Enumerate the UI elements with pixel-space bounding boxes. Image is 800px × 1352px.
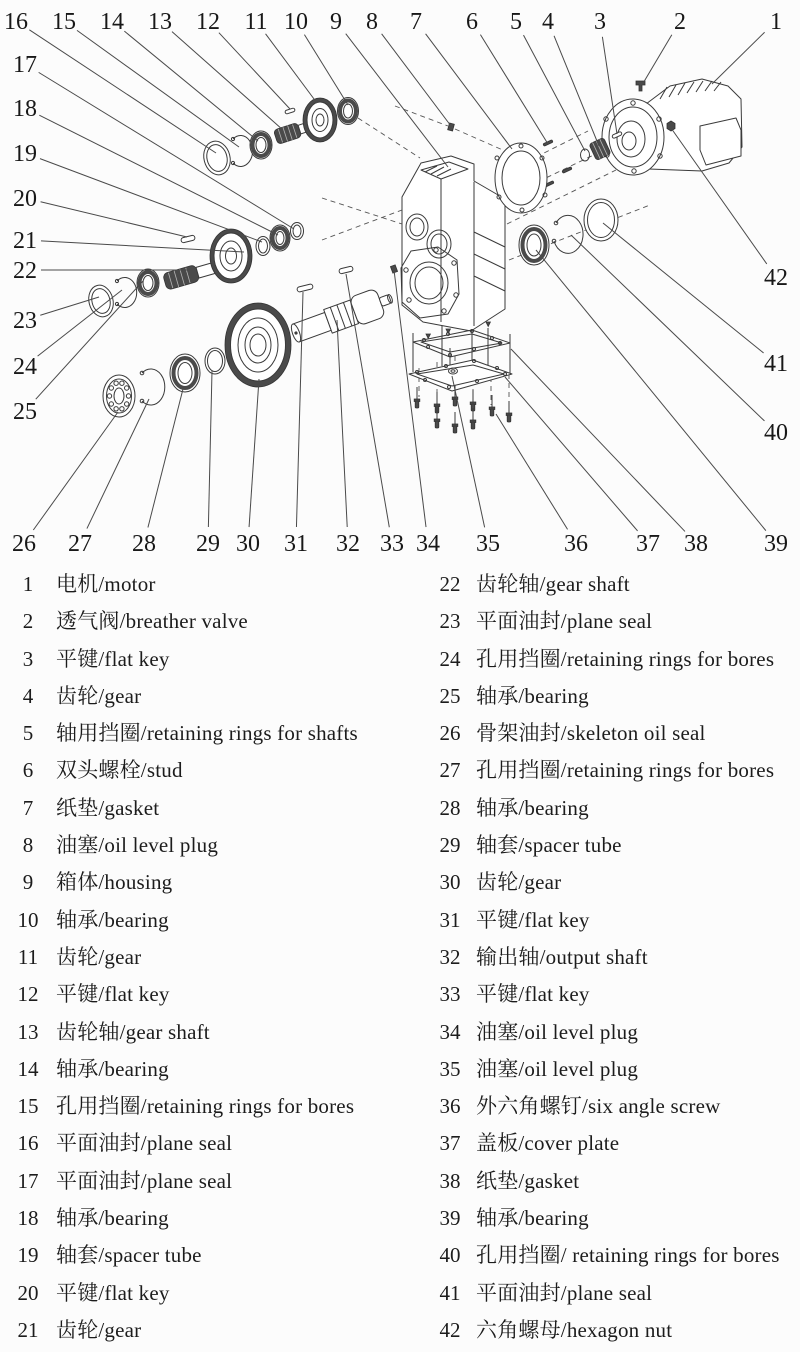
spacer-tube-19-icon (256, 237, 270, 256)
part-number: 33 (439, 982, 461, 1007)
parts-list-item (8, 902, 400, 939)
callout-number-26: 26 (12, 531, 36, 557)
part-number: 29 (439, 833, 461, 858)
parts-list-column-left (0, 566, 400, 1349)
part-label: 轴承/bearing (476, 683, 589, 708)
callout-leader-12 (219, 33, 290, 109)
hexagon-nut-icon (667, 121, 675, 131)
exploded-view-diagram (0, 0, 800, 560)
callout-number-31: 31 (284, 531, 308, 557)
part-number: 26 (439, 721, 461, 746)
bearing-39-icon (519, 225, 549, 265)
part-label: 平面油封/plane seal (56, 1131, 233, 1156)
flange-gasket (495, 143, 547, 213)
parts-list-item (428, 1163, 792, 1200)
callout-leader-13 (172, 32, 283, 130)
parts-list-item (8, 1163, 400, 1200)
parts-list-item (8, 976, 400, 1013)
output-shaft (288, 284, 397, 348)
part-number: 14 (17, 1056, 39, 1081)
callout-number-40: 40 (764, 420, 788, 446)
cover-plate (409, 360, 512, 392)
callout-number-5: 5 (510, 9, 522, 35)
part-label: 平键/flat key (476, 982, 590, 1007)
part-label: 齿轮轴/gear shaft (476, 572, 630, 596)
part-number: 32 (439, 944, 461, 969)
part-number: 16 (17, 1131, 39, 1156)
parts-list-item (428, 752, 792, 789)
parts-list-item (428, 1200, 792, 1237)
plane-seal-41-icon (584, 199, 618, 241)
parts-list-item (8, 1051, 400, 1088)
callout-number-30: 30 (236, 531, 260, 557)
parts-list-item (428, 1125, 792, 1162)
motor (602, 79, 742, 175)
parts-list-item (8, 641, 400, 678)
callout-number-1: 1 (770, 9, 782, 35)
part-label: 齿轮/gear (56, 944, 142, 969)
callout-leader-15 (77, 30, 239, 147)
callout-leader-35 (452, 376, 485, 527)
callout-number-8: 8 (366, 9, 378, 35)
part-label: 轴承/bearing (56, 1056, 169, 1081)
part-number: 6 (22, 758, 34, 783)
part-label: 孔用挡圈/retaining rings for bores (476, 646, 775, 671)
callout-leader-27 (87, 399, 149, 529)
callout-leader-24 (38, 290, 122, 356)
parts-list-item (8, 1275, 400, 1312)
gear-11-icon (303, 98, 337, 142)
parts-list-item (8, 864, 400, 901)
part-label: 透气阀/breather valve (56, 609, 248, 634)
part-label: 孔用挡圈/retaining rings for bores (476, 758, 775, 783)
intermediate-shaft-train (163, 223, 304, 291)
callout-number-2: 2 (674, 9, 686, 35)
callout-number-19: 19 (13, 141, 37, 167)
part-number: 3 (22, 646, 34, 671)
part-label: 孔用挡圈/ retaining rings for bores (476, 1243, 780, 1268)
callout-number-23: 23 (13, 308, 37, 334)
part-label: 盖板/cover plate (476, 1131, 620, 1156)
callout-leader-39 (536, 250, 766, 531)
part-number: 37 (439, 1131, 461, 1156)
part-label: 油塞/oil level plug (56, 833, 219, 858)
bearing-28-icon (170, 354, 200, 392)
callout-number-14: 14 (100, 9, 124, 35)
part-number: 28 (439, 795, 461, 820)
parts-list-column-right (400, 566, 792, 1349)
part-label: 油塞/oil level plug (476, 1019, 639, 1044)
parts-list-item (428, 1312, 792, 1349)
part-number: 42 (439, 1317, 461, 1342)
parts-list-item (8, 1125, 400, 1162)
callout-leader-29 (208, 371, 212, 527)
callout-leader-38 (511, 349, 685, 531)
parts-list-item (8, 678, 400, 715)
callout-leader-4 (554, 36, 599, 146)
plane-seal-23-icon (85, 283, 116, 320)
plane-seal-16-icon (200, 138, 233, 177)
parts-list-item (428, 1275, 792, 1312)
parts-list-item (428, 1237, 792, 1274)
part-label: 齿轮/gear (56, 1317, 142, 1342)
parts-list-item (428, 827, 792, 864)
bearing-10-icon (338, 98, 359, 125)
callout-leader-41 (603, 223, 764, 353)
retaining-ring-15-icon (231, 136, 252, 167)
part-number: 27 (439, 758, 461, 783)
callout-number-17: 17 (13, 52, 37, 78)
part-number: 40 (439, 1243, 461, 1268)
callout-number-13: 13 (148, 9, 172, 35)
spacer-tube-29-icon (205, 348, 225, 374)
part-number: 24 (439, 646, 461, 671)
callout-leader-2 (642, 35, 672, 85)
callout-number-37: 37 (636, 531, 660, 557)
part-label: 输出轴/output shaft (476, 944, 648, 969)
callout-number-16: 16 (4, 9, 28, 35)
plane-seal-17-icon (291, 223, 304, 240)
part-label: 平键/flat key (476, 907, 590, 932)
seal-ring-bearing-train (85, 269, 159, 319)
parts-list-item (428, 864, 792, 901)
parts-list-item (8, 603, 400, 640)
callout-number-3: 3 (594, 9, 606, 35)
part-label: 轴套/spacer tube (476, 833, 622, 858)
part-number: 7 (22, 795, 34, 820)
bearing-18-icon (270, 225, 290, 251)
parts-list-item (8, 827, 400, 864)
part-label: 轴套/spacer tube (56, 1243, 202, 1268)
callout-leader-28 (148, 389, 183, 527)
part-label: 箱体/housing (56, 870, 173, 895)
callout-leader-37 (505, 377, 638, 531)
part-number: 17 (17, 1168, 39, 1193)
parts-list-item (8, 1312, 400, 1349)
part-number: 19 (17, 1243, 39, 1268)
parts-list-item (8, 715, 400, 752)
part-label: 平面油封/plane seal (476, 609, 653, 634)
retaining-ring-40-icon (552, 215, 583, 253)
parts-list-item (428, 1051, 792, 1088)
callout-leader-7 (426, 34, 512, 149)
parts-list (0, 560, 800, 1349)
part-label: 平键/flat key (56, 982, 170, 1007)
callout-leader-14 (124, 31, 258, 141)
callout-leader-8 (382, 34, 451, 126)
part-label: 油塞/oil level plug (476, 1056, 639, 1081)
part-number: 8 (22, 833, 34, 858)
part-number: 12 (17, 982, 39, 1007)
parts-list-item (428, 678, 792, 715)
part-number: 13 (17, 1019, 39, 1044)
input-shaft-train (200, 98, 358, 178)
callout-number-4: 4 (542, 9, 554, 35)
skeleton-oil-seal-26-icon (103, 375, 135, 417)
parts-list-item (428, 902, 792, 939)
part-label: 轴承/bearing (476, 1206, 589, 1231)
bearing-25-icon (137, 269, 159, 297)
callout-leader-36 (496, 414, 568, 529)
part-label: 齿轮轴/gear shaft (56, 1019, 210, 1044)
callout-number-41: 41 (764, 351, 788, 377)
callout-number-35: 35 (476, 531, 500, 557)
part-number: 10 (17, 907, 39, 932)
output-gear (225, 303, 291, 387)
callout-leader-16 (29, 30, 216, 153)
part-number: 4 (22, 683, 34, 708)
callout-number-38: 38 (684, 531, 708, 557)
part-label: 齿轮/gear (56, 683, 142, 708)
callout-leader-32 (337, 320, 347, 527)
callout-number-15: 15 (52, 9, 76, 35)
parts-list-item (8, 1014, 400, 1051)
part-label: 平面油封/plane seal (56, 1168, 233, 1193)
part-number: 11 (17, 944, 39, 969)
callout-number-32: 32 (336, 531, 360, 557)
part-number: 38 (439, 1168, 461, 1193)
part-label: 平面油封/plane seal (476, 1280, 653, 1305)
retaining-ring-27-icon (140, 369, 165, 405)
parts-list-item (428, 1014, 792, 1051)
callout-number-22: 22 (13, 258, 37, 284)
part-label: 平键/flat key (56, 646, 170, 671)
callout-number-7: 7 (410, 9, 422, 35)
oil-plug-8-icon (448, 123, 455, 131)
callout-number-24: 24 (13, 354, 37, 380)
callout-number-11: 11 (244, 9, 268, 35)
part-number: 31 (439, 907, 461, 932)
part-number: 36 (439, 1094, 461, 1119)
callout-number-34: 34 (416, 531, 440, 557)
part-label: 轴用挡圈/retaining rings for shafts (56, 721, 358, 746)
part-number: 9 (22, 870, 34, 895)
part-number: 39 (439, 1206, 461, 1231)
parts-list-item (8, 939, 400, 976)
callout-number-12: 12 (196, 9, 220, 35)
part-label: 轴承/bearing (476, 795, 589, 820)
part-label: 六角螺母/hexagon nut (476, 1317, 673, 1342)
part-label: 骨架油封/skeleton oil seal (476, 721, 706, 746)
parts-list-item (8, 566, 400, 603)
callout-number-18: 18 (13, 96, 37, 122)
flat-key-31-icon (297, 284, 314, 293)
flat-key-33-icon (339, 266, 354, 274)
part-number: 23 (439, 609, 461, 634)
parts-list-item (8, 1200, 400, 1237)
part-label: 孔用挡圈/retaining rings for bores (56, 1094, 355, 1119)
callout-number-27: 27 (68, 531, 92, 557)
callout-leader-11 (266, 34, 317, 103)
part-label: 轴承/bearing (56, 1206, 169, 1231)
part-number: 21 (17, 1317, 39, 1342)
parts-list-item (428, 1088, 792, 1125)
parts-list-item (428, 976, 792, 1013)
parts-list-item (8, 752, 400, 789)
callout-number-33: 33 (380, 531, 404, 557)
housing (390, 123, 505, 331)
callout-leader-1 (712, 32, 765, 84)
callout-number-25: 25 (13, 399, 37, 425)
part-number: 30 (439, 870, 461, 895)
callout-number-9: 9 (330, 9, 342, 35)
part-label: 齿轮/gear (476, 870, 562, 895)
part-number: 18 (17, 1206, 39, 1231)
parts-list-item (428, 641, 792, 678)
parts-list-item (8, 1088, 400, 1125)
part-label: 纸垫/gasket (56, 795, 160, 820)
callout-number-39: 39 (764, 531, 788, 557)
gear-21-icon (210, 229, 252, 283)
parts-list-item (428, 790, 792, 827)
callout-number-42: 42 (764, 265, 788, 291)
parts-list-item (428, 566, 792, 603)
callout-number-20: 20 (13, 186, 37, 212)
callout-leader-20 (41, 202, 187, 237)
part-number: 35 (439, 1056, 461, 1081)
callout-leader-18 (39, 115, 278, 235)
part-label: 平键/flat key (56, 1280, 170, 1305)
part-number: 41 (439, 1280, 461, 1305)
callout-number-10: 10 (284, 9, 308, 35)
parts-list-item (428, 715, 792, 752)
callout-number-21: 21 (13, 228, 37, 254)
part-number: 5 (22, 721, 34, 746)
parts-list-item (428, 939, 792, 976)
part-number: 20 (17, 1280, 39, 1305)
callout-number-28: 28 (132, 531, 156, 557)
part-number: 34 (439, 1019, 461, 1044)
part-label: 纸垫/gasket (476, 1168, 580, 1193)
callout-leader-6 (480, 35, 548, 144)
parts-list-item (8, 790, 400, 827)
callout-number-36: 36 (564, 531, 588, 557)
part-number: 22 (439, 572, 461, 596)
callout-number-6: 6 (466, 9, 478, 35)
part-number: 1 (22, 572, 34, 596)
part-label: 双头螺栓/stud (56, 758, 183, 783)
part-number: 15 (17, 1094, 39, 1119)
callout-leader-26 (33, 412, 118, 530)
callout-number-29: 29 (196, 531, 220, 557)
callout-leader-5 (524, 35, 585, 151)
output-seal-bearing-train (103, 348, 225, 417)
part-label: 外六角螺钉/six angle screw (476, 1094, 721, 1119)
parts-list-item (8, 1237, 400, 1274)
callout-leader-30 (249, 379, 259, 527)
bearing-14-icon (250, 131, 272, 159)
part-number: 25 (439, 683, 461, 708)
part-number: 2 (22, 609, 34, 634)
part-label: 电机/motor (56, 572, 156, 596)
parts-list-item (428, 603, 792, 640)
part-label: 轴承/bearing (56, 907, 169, 932)
